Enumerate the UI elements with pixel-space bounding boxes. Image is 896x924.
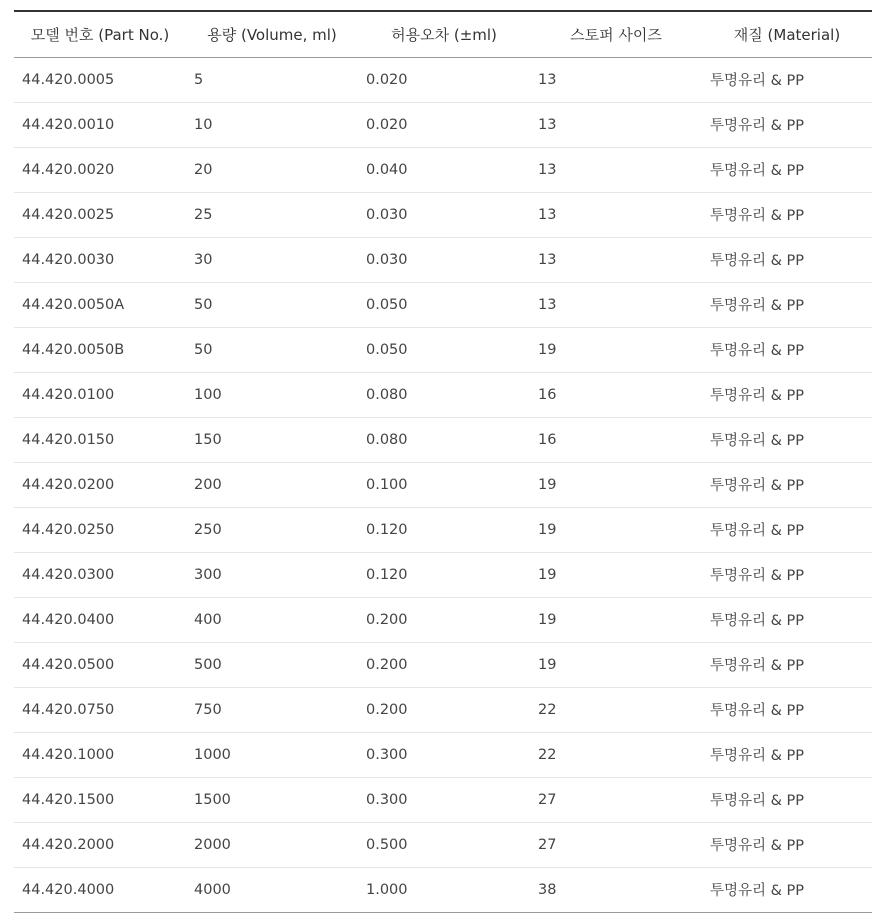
cell-volume: 30 — [186, 237, 358, 282]
cell-part-no: 44.420.2000 — [14, 822, 186, 867]
table-body — [14, 57, 872, 912]
cell-part-no: 44.420.0030 — [14, 237, 186, 282]
cell-volume: 4000 — [186, 867, 358, 912]
cell-tolerance: 0.120 — [358, 507, 530, 552]
cell-volume: 10 — [186, 102, 358, 147]
table-row — [14, 192, 872, 237]
cell-material: 투명유리 & PP — [702, 777, 872, 822]
cell-stopper-size: 19 — [530, 642, 702, 687]
cell-volume: 200 — [186, 462, 358, 507]
cell-part-no: 44.420.0150 — [14, 417, 186, 462]
cell-material: 투명유리 & PP — [702, 462, 872, 507]
cell-material: 투명유리 & PP — [702, 282, 872, 327]
cell-tolerance: 0.020 — [358, 57, 530, 102]
cell-part-no: 44.420.1000 — [14, 732, 186, 777]
table-row — [14, 102, 872, 147]
cell-material: 투명유리 & PP — [702, 507, 872, 552]
cell-tolerance: 0.120 — [358, 552, 530, 597]
table-row — [14, 867, 872, 912]
cell-part-no: 44.420.1500 — [14, 777, 186, 822]
cell-material: 투명유리 & PP — [702, 147, 872, 192]
header-row — [14, 11, 872, 57]
table-row — [14, 507, 872, 552]
cell-part-no: 44.420.0050A — [14, 282, 186, 327]
table-row — [14, 822, 872, 867]
cell-part-no: 44.420.0050B — [14, 327, 186, 372]
cell-stopper-size: 19 — [530, 507, 702, 552]
table-row — [14, 597, 872, 642]
cell-stopper-size: 19 — [530, 462, 702, 507]
cell-stopper-size: 27 — [530, 777, 702, 822]
cell-material: 투명유리 & PP — [702, 822, 872, 867]
table-row — [14, 417, 872, 462]
cell-part-no: 44.420.0750 — [14, 687, 186, 732]
cell-material: 투명유리 & PP — [702, 867, 872, 912]
cell-material: 투명유리 & PP — [702, 642, 872, 687]
table-row — [14, 642, 872, 687]
table-row — [14, 462, 872, 507]
cell-material: 투명유리 & PP — [702, 102, 872, 147]
header-material: 재질 (Material) — [702, 11, 872, 57]
header-stopper-size: 스토퍼 사이즈 — [530, 11, 702, 57]
cell-tolerance: 0.030 — [358, 192, 530, 237]
cell-tolerance: 0.200 — [358, 687, 530, 732]
cell-tolerance: 0.020 — [358, 102, 530, 147]
cell-stopper-size: 13 — [530, 237, 702, 282]
cell-volume: 300 — [186, 552, 358, 597]
cell-stopper-size: 19 — [530, 597, 702, 642]
cell-part-no: 44.420.0020 — [14, 147, 186, 192]
header-volume: 용량 (Volume, ml) — [186, 11, 358, 57]
cell-stopper-size: 13 — [530, 192, 702, 237]
cell-material: 투명유리 & PP — [702, 552, 872, 597]
cell-tolerance: 1.000 — [358, 867, 530, 912]
spec-table-container — [14, 10, 872, 913]
cell-volume: 2000 — [186, 822, 358, 867]
cell-volume: 1500 — [186, 777, 358, 822]
header-tolerance: 허용오차 (±ml) — [358, 11, 530, 57]
cell-volume: 250 — [186, 507, 358, 552]
cell-volume: 25 — [186, 192, 358, 237]
cell-volume: 50 — [186, 282, 358, 327]
cell-part-no: 44.420.4000 — [14, 867, 186, 912]
cell-part-no: 44.420.0250 — [14, 507, 186, 552]
cell-tolerance: 0.200 — [358, 597, 530, 642]
cell-part-no: 44.420.0300 — [14, 552, 186, 597]
cell-part-no: 44.420.0010 — [14, 102, 186, 147]
cell-volume: 1000 — [186, 732, 358, 777]
table-row — [14, 57, 872, 102]
cell-stopper-size: 16 — [530, 417, 702, 462]
cell-part-no: 44.420.0400 — [14, 597, 186, 642]
table-row — [14, 237, 872, 282]
cell-material: 투명유리 & PP — [702, 192, 872, 237]
table-row — [14, 372, 872, 417]
cell-part-no: 44.420.0005 — [14, 57, 186, 102]
cell-tolerance: 0.040 — [358, 147, 530, 192]
cell-volume: 750 — [186, 687, 358, 732]
cell-part-no: 44.420.0200 — [14, 462, 186, 507]
cell-tolerance: 0.080 — [358, 417, 530, 462]
table-row — [14, 777, 872, 822]
cell-part-no: 44.420.0500 — [14, 642, 186, 687]
cell-stopper-size: 13 — [530, 147, 702, 192]
cell-tolerance: 0.030 — [358, 237, 530, 282]
cell-part-no: 44.420.0025 — [14, 192, 186, 237]
cell-material: 투명유리 & PP — [702, 237, 872, 282]
cell-stopper-size: 19 — [530, 552, 702, 597]
cell-stopper-size: 13 — [530, 282, 702, 327]
cell-stopper-size: 22 — [530, 687, 702, 732]
cell-material: 투명유리 & PP — [702, 597, 872, 642]
table-row — [14, 147, 872, 192]
cell-volume: 20 — [186, 147, 358, 192]
cell-volume: 50 — [186, 327, 358, 372]
cell-tolerance: 0.050 — [358, 327, 530, 372]
table-row — [14, 327, 872, 372]
cell-material: 투명유리 & PP — [702, 372, 872, 417]
table-row — [14, 732, 872, 777]
cell-material: 투명유리 & PP — [702, 57, 872, 102]
cell-material: 투명유리 & PP — [702, 732, 872, 777]
cell-tolerance: 0.050 — [358, 282, 530, 327]
cell-tolerance: 0.080 — [358, 372, 530, 417]
cell-material: 투명유리 & PP — [702, 687, 872, 732]
cell-volume: 500 — [186, 642, 358, 687]
cell-volume: 5 — [186, 57, 358, 102]
cell-stopper-size: 16 — [530, 372, 702, 417]
cell-tolerance: 0.100 — [358, 462, 530, 507]
spec-table — [14, 10, 872, 913]
cell-stopper-size: 19 — [530, 327, 702, 372]
table-row — [14, 687, 872, 732]
cell-stopper-size: 22 — [530, 732, 702, 777]
table-row — [14, 282, 872, 327]
cell-volume: 150 — [186, 417, 358, 462]
cell-material: 투명유리 & PP — [702, 417, 872, 462]
table-row — [14, 552, 872, 597]
cell-tolerance: 0.200 — [358, 642, 530, 687]
cell-volume: 400 — [186, 597, 358, 642]
header-part-no: 모델 번호 (Part No.) — [14, 11, 186, 57]
cell-material: 투명유리 & PP — [702, 327, 872, 372]
cell-tolerance: 0.300 — [358, 732, 530, 777]
cell-tolerance: 0.500 — [358, 822, 530, 867]
cell-stopper-size: 38 — [530, 867, 702, 912]
cell-stopper-size: 27 — [530, 822, 702, 867]
cell-tolerance: 0.300 — [358, 777, 530, 822]
cell-part-no: 44.420.0100 — [14, 372, 186, 417]
table-header — [14, 11, 872, 57]
cell-stopper-size: 13 — [530, 102, 702, 147]
cell-stopper-size: 13 — [530, 57, 702, 102]
cell-volume: 100 — [186, 372, 358, 417]
